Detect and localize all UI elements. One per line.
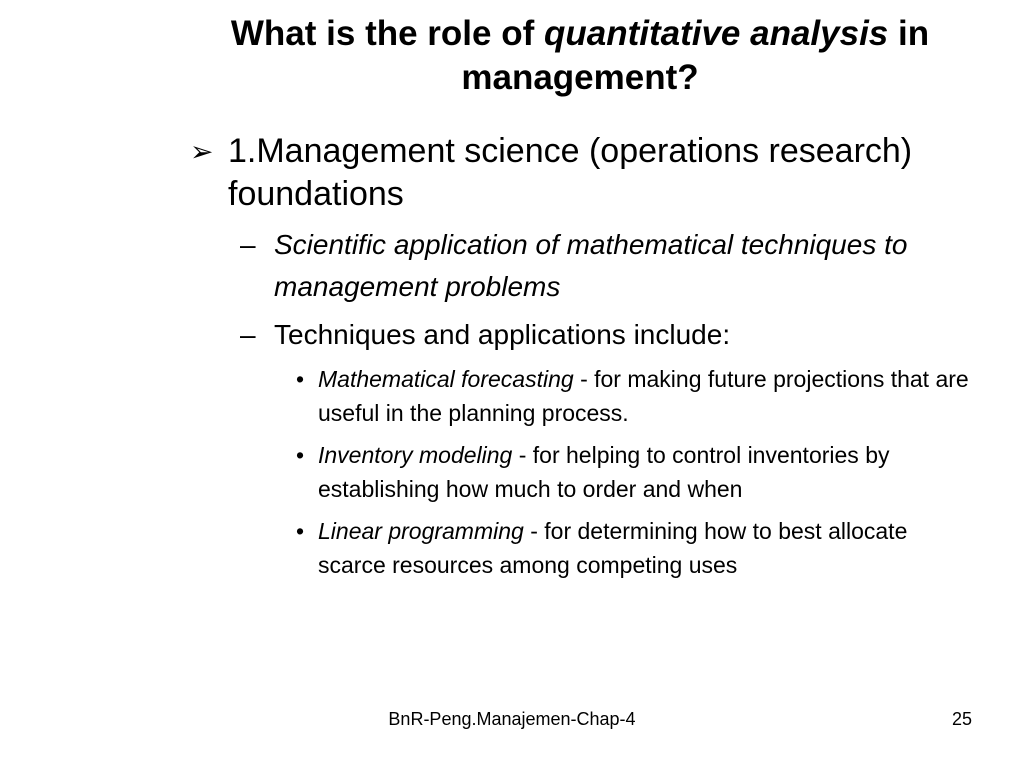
bullet-level3-desc: - for helping to control inventories by establishing how much to order and when (318, 442, 890, 502)
bullet-level1 (190, 130, 980, 216)
title-part2: in management? (461, 14, 930, 97)
bullet-level1-text: 1.Management science (operations research) foundations (228, 132, 913, 213)
bullet-level3-term: Linear programming (318, 518, 524, 544)
bullet-level3-desc: - for making future projections that are useful in the planning process. (318, 366, 969, 426)
page-number: 25 (951, 709, 972, 729)
footer-source: BnR-Peng.Manajemen-Chap-4 (388, 709, 636, 729)
dot-bullet-icon: • (296, 518, 305, 544)
bullet-level3-desc: - for determining how to best allocate scarce resources among competing uses (318, 518, 908, 578)
slide-title (200, 12, 960, 100)
arrow-bullet-icon: ➢ (190, 136, 214, 167)
dot-bullet-icon: • (296, 366, 305, 392)
bullet-level3 (190, 514, 980, 582)
dot-bullet-icon: • (296, 442, 305, 468)
bullet-level2 (190, 224, 980, 308)
dash-bullet-icon: – (240, 229, 256, 260)
title-italic: quantitative analysis (543, 14, 889, 53)
bullet-level2-text: Scientific application of mathematical techniques to management problems (274, 229, 908, 302)
bullet-level3 (190, 438, 980, 506)
bullet-level3-term: Mathematical forecasting (318, 366, 574, 392)
bullet-level3-term: Inventory modeling (318, 442, 513, 468)
bullet-level2-text: Techniques and applications include: (274, 319, 731, 350)
title-part1: What is the role of (230, 14, 544, 53)
slide-body (190, 130, 980, 590)
bullet-level3 (190, 362, 980, 430)
dash-bullet-icon: – (240, 319, 256, 350)
bullet-level2 (190, 314, 980, 356)
